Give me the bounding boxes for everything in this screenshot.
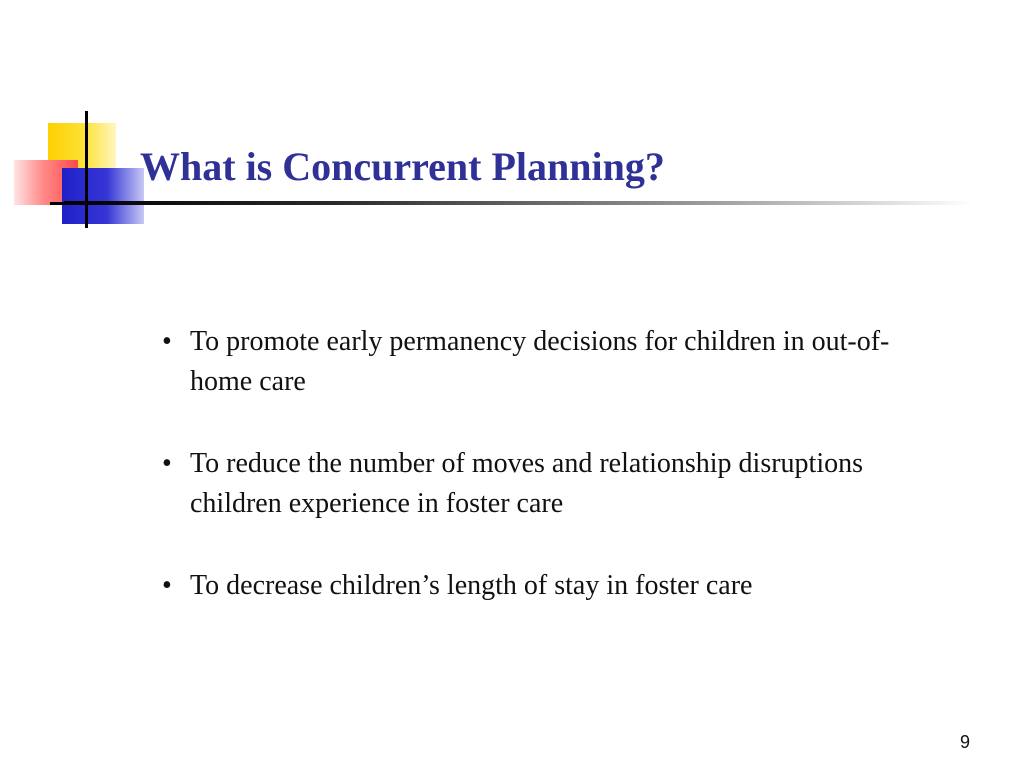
bullet-text: To decrease children’s length of stay in foster care — [190, 570, 753, 601]
slide-title: What is Concurrent Planning? — [140, 144, 665, 189]
bullet-point-icon: • — [162, 570, 172, 601]
bullet-text: To reduce the number of moves and relationship disruptions children experience in foster care — [190, 448, 863, 519]
bullet-item — [162, 322, 922, 402]
bullet-item — [162, 566, 922, 606]
blue-square-decoration — [62, 168, 144, 224]
bullet-point-icon: • — [162, 326, 172, 357]
bullet-list — [162, 322, 922, 648]
bullet-point-icon: • — [162, 448, 172, 479]
page-number: 9 — [959, 732, 970, 752]
vertical-line-decoration — [85, 111, 88, 228]
title-underline-rule — [64, 201, 974, 205]
bullet-text: To promote early permanency decisions for children in out-of-home care — [190, 326, 890, 397]
bullet-item — [162, 444, 922, 524]
